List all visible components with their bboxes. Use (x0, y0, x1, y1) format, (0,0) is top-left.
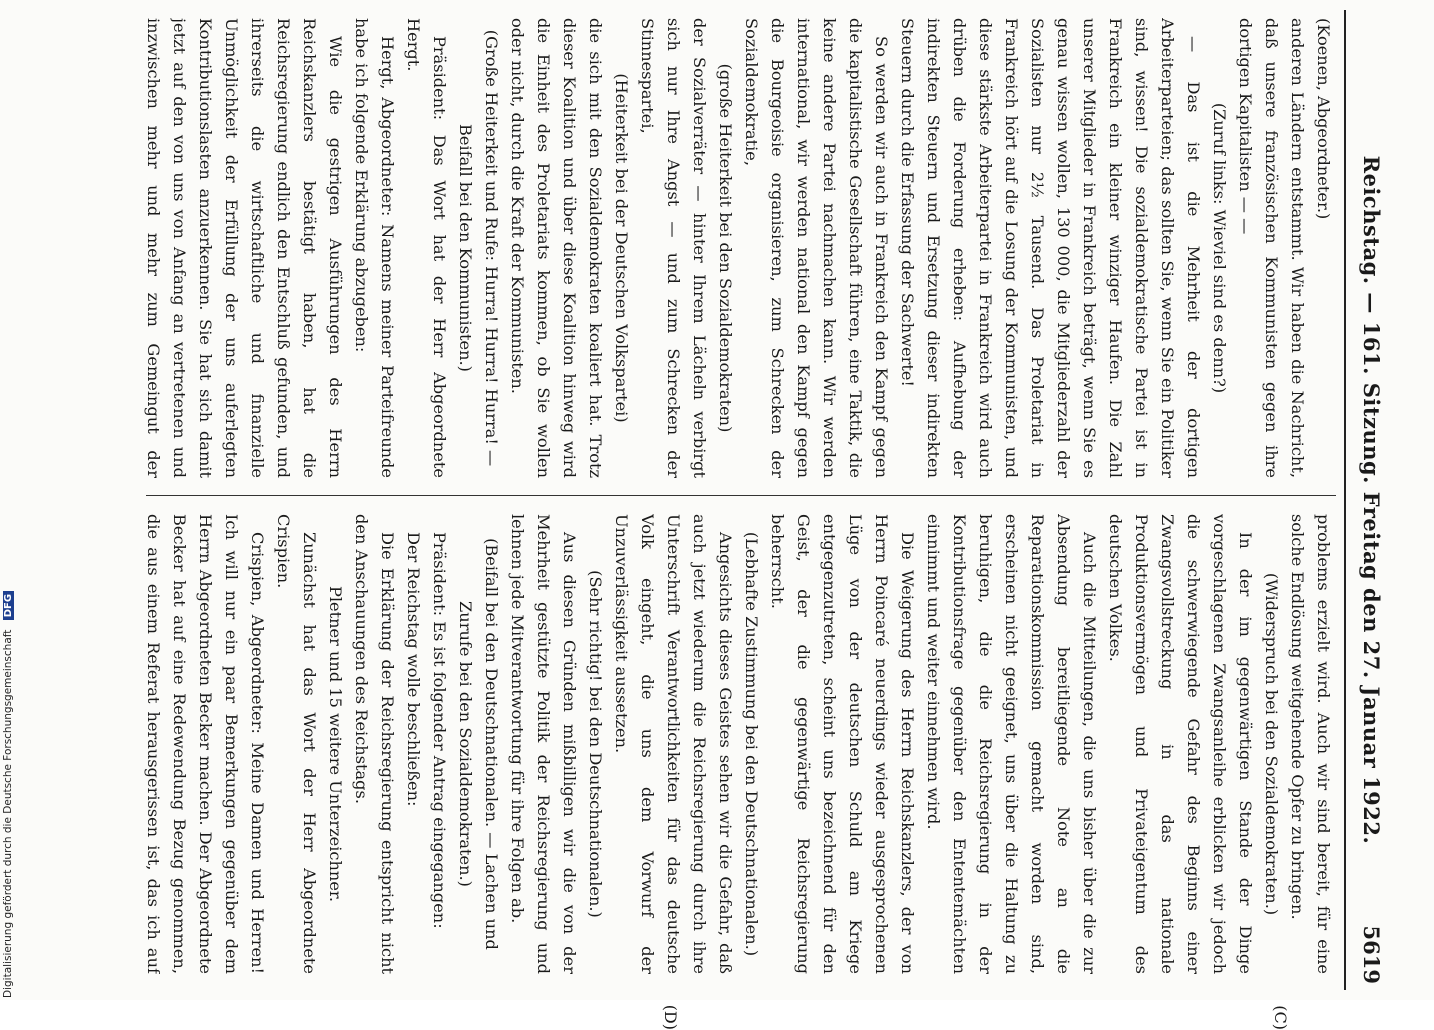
paragraph: — Das ist die Mehrheit der dortigen Arbeiterparteien; das sollten Sie, wenn Sie ein Politiker sind, wissen! Die sozialdemokratische Partei ist in Frankreich ein kleiner winziger Haufen. Die Zahl unserer Mitglieder in Frankreich beträgt, wenn Sie es genau wissen wollen, 130 000, die Mitgliederzahl der Sozialisten nur 2½ Tausend. Das Proletariat in Frankreich hört auf die Losung der Kommunisten, und diese stärkste Arbeiterpartei in Frankreich wird auch drüben die Forderung erheben: Aufhebung der indirekten Steuern und Ersetzung dieser indirekten Steuern durch die Erfassung der Sachwerte! (894, 18, 1206, 478)
paragraph: (Koenen, Abgeordneter.) (1310, 18, 1336, 478)
dfg-logo: DFG (3, 591, 14, 620)
interjection: (Heiterkeit bei der Deutschen Volkspartei) (608, 18, 634, 478)
interjection: (Große Heiterkeit und Rufe: Hurra! Hurra! Hurra! — Beifall bei den Kommunisten.) (452, 18, 504, 478)
paragraph: die sich mit den Sozialdemokraten koaliert hat. Trotz dieser Koalition und über diese Koalition hinweg wird die Einheit des Proletariats kommen, ob Sie wollen oder nicht, durch die Kraft der Kommunisten. (504, 18, 608, 478)
paragraph: Die Erklärung der Reichsregierung entspricht nicht den Anschauungen des Reichstags. (348, 514, 400, 974)
interjection: (Zuruf links: Wieviel sind es denn?) (1206, 18, 1232, 478)
paragraph: der Sozialverräter — hinter Ihrem Lächeln verbirgt sich nur Ihre Angst — und zum Schrecken der Stinnespartei, (634, 18, 712, 478)
newspaper-sheet (90, 10, 1390, 990)
interjection: (Beifall bei den Deutschnationalen. — Lachen und Zurufe bei den Sozialdemokraten.) (452, 514, 504, 974)
right-column (136, 514, 1336, 974)
interjection: (Widerspruch bei den Sozialdemokraten.) (1258, 514, 1284, 974)
interjection: Pletner und 15 weitere Unterzeichner. (322, 514, 348, 974)
column-divider (146, 495, 1336, 496)
paragraph: Crispien, Abgeordneter: Meine Damen und Herren! Ich will nur ein paar Bemerkungen gegenüber dem Herrn Abgeordneten Becker machen. Der Abgeordnete Becker hat auf eine Redewendung Bezug genommen, die aus einem Referat herausgerissen ist, das ich auf (136, 514, 270, 974)
interjection: (große Heiterkeit bei den Sozialdemokraten) (712, 18, 738, 478)
paragraph: Präsident: Es ist folgender Antrag eingegangen: (426, 514, 452, 974)
digitization-credit (2, 0, 14, 998)
page-header (1344, 10, 1390, 990)
paragraph: Auch die Mitteilungen, die uns bisher über die zur Absendung bereitliegende Note an die Reparationskommission gemacht worden sind, erscheinen nicht geeignet, uns über die Haltung zu beruhigen, die die Reichsregierung in der Kontributionsfrage gegenüber den Ententemächten einnimmt und weiter einnehmen wird. (920, 514, 1102, 974)
paragraph: Präsident: Das Wort hat der Herr Abgeordnete Hergt. (400, 18, 452, 478)
header-title: Reichstag. — 161. Sitzung. Freitag den 27. Januar 1922. (1359, 10, 1384, 990)
paragraph: Aus diesen Gründen mißbilligen wir die von der Mehrheit gestützte Politik der Reichsregierung und lehnen jede Mitverantwortung für ihre Folgen ab. (504, 514, 582, 974)
paragraph: Angesichts dieses Geistes sehen wir die Gefahr, daß auch jetzt wiederum die Reichsregierung durch ihre Unterschrift Verantwortlichkeiten für das deutsche Volk eingeht, die uns dem Vorwurf der Unzuverlässigkeit aussetzen. (608, 514, 738, 974)
paragraph: So werden wir auch in Frankreich den Kampf gegen die kapitalistische Gesellschaft führen, eine Taktik, die keine andere Partei nachmachen kann. Wir werden international, wir werden national den Kampf gegen die Bourgeoisie organisieren, zum Schrecken der Sozialdemokratie, (738, 18, 894, 478)
margin-marker-c: (C) (1271, 1005, 1290, 1030)
left-column (136, 18, 1336, 478)
credit-text: Digitalisierung gefördert durch die Deutsche Forschungsgemeinschaft (2, 630, 14, 998)
paragraph: Hergt, Abgeordneter: Namens meiner Parteifreunde habe ich folgende Erklärung abzugeben: (348, 18, 400, 478)
margin-marker-d: (D) (661, 1005, 680, 1030)
paragraph: anderen Ländern entstammt. Wir haben die Nachricht, daß unsere französischen Kommunisten gegen ihre dortigen Kapitalisten — — (1232, 18, 1310, 478)
page-number: 5619 (1359, 926, 1384, 984)
interjection: (Lebhafte Zustimmung bei den Deutschnationalen.) (738, 514, 764, 974)
paragraph: Die Weigerung des Herrn Reichskanzlers, der von Herrn Poincaré neuerdings wieder ausgesprochenen Lüge von der deutschen Schuld am Kriege entgegenzutreten, scheint uns bezeichnend für den Geist, der die gegenwärtige Reichsregierung beherrscht. (764, 514, 920, 974)
paragraph: Zunächst hat das Wort der Herr Abgeordnete Crispien. (270, 514, 322, 974)
paragraph: Wie die gestrigen Ausführungen des Herrn Reichskanzlers bestätigt haben, hat die Reichsregierung endlich den Entschluß gefunden, und ihrerseits die wirtschaftliche und finanzielle Unmöglichkeit der Erfüllung der uns auferlegten Kontributionslasten anzuerkennen. Sie hat sich damit jetzt auf den von uns von Anfang an vertretenen und inzwischen mehr und mehr zum Gemeingut der (136, 18, 348, 478)
paragraph: In der im gegenwärtigen Stande der Dinge vorgeschlagenen Zwangsanleihe erblicken wir jedoch die schwerwiegende Gefahr des Beginns einer Zwangsvollstreckung in das nationale Produktionsvermögen und Privateigentum des deutschen Volkes. (1102, 514, 1258, 974)
paragraph: Der Reichstag wolle beschließen: (400, 514, 426, 974)
interjection: (Sehr richtig! bei den Deutschnationalen.) (582, 514, 608, 974)
paragraph: problems erzielt wird. Auch wir sind bereit, für eine solche Endlösung weitgehende Opfer zu bringen. (1284, 514, 1336, 974)
